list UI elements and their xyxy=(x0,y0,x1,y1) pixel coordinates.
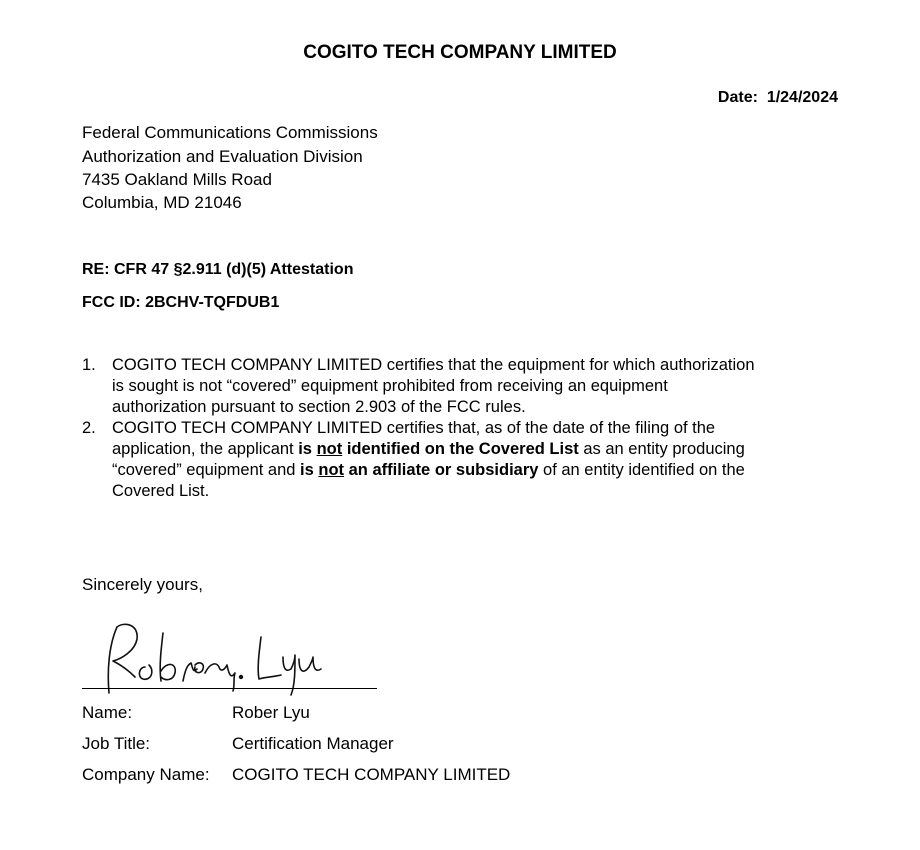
list-item xyxy=(82,355,842,418)
underlined-run: not xyxy=(318,461,345,479)
bold-run: is xyxy=(300,461,319,479)
list-item-line xyxy=(112,439,842,460)
job-title-value: Certification Manager xyxy=(232,734,394,753)
name-label: Name: xyxy=(82,703,133,722)
underlined-run: not xyxy=(316,440,343,458)
text-run: of an entity identified on the xyxy=(538,461,745,479)
name-value: Rober Lyu xyxy=(232,703,310,722)
text-run: “covered” equipment and xyxy=(112,461,301,479)
address-line-3: 7435 Oakland Mills Road xyxy=(82,170,272,189)
company-name-label: Company Name: xyxy=(82,765,210,784)
re-subject: RE: CFR 47 §2.911 (d)(5) Attestation xyxy=(82,261,354,278)
date-value: 1/24/2024 xyxy=(766,89,838,106)
closing: Sincerely yours, xyxy=(82,575,203,594)
job-title-label: Job Title: xyxy=(82,734,151,753)
list-item xyxy=(82,418,842,502)
address-line-1: Federal Communications Commissions xyxy=(82,123,378,142)
certification-list xyxy=(82,355,842,502)
list-item-line xyxy=(112,460,842,481)
list-item-line: is sought is not “covered” equipment prohibited from receiving an equipment xyxy=(112,377,668,395)
address-line-2: Authorization and Evaluation Division xyxy=(82,147,363,166)
list-item-number: 2. xyxy=(82,419,96,437)
company-title: COGITO TECH COMPANY LIMITED xyxy=(303,42,617,63)
date-label: Date: xyxy=(717,89,758,106)
handwritten-signature xyxy=(95,615,335,697)
address-line-4: Columbia, MD 21046 xyxy=(82,193,242,212)
bold-run: identified on the Covered List xyxy=(342,440,579,458)
text-run: as an entity producing xyxy=(578,440,745,458)
list-item-line: COGITO TECH COMPANY LIMITED certifies that the equipment for which authorization xyxy=(112,356,755,374)
list-item-line: Covered List. xyxy=(112,482,210,500)
date-line xyxy=(718,89,838,107)
bold-run: is xyxy=(298,440,317,458)
bold-run: an affiliate or subsidiary xyxy=(344,461,539,479)
text-run: application, the applicant xyxy=(112,440,299,458)
signature-line xyxy=(82,688,377,689)
fcc-id: FCC ID: 2BCHV-TQFDUB1 xyxy=(82,294,280,311)
list-item-line: COGITO TECH COMPANY LIMITED certifies that, as of the date of the filing of the xyxy=(112,419,716,437)
list-item-number: 1. xyxy=(82,356,96,374)
list-item-line: authorization pursuant to section 2.903 of the FCC rules. xyxy=(112,398,526,416)
company-name-value: COGITO TECH COMPANY LIMITED xyxy=(232,765,511,784)
